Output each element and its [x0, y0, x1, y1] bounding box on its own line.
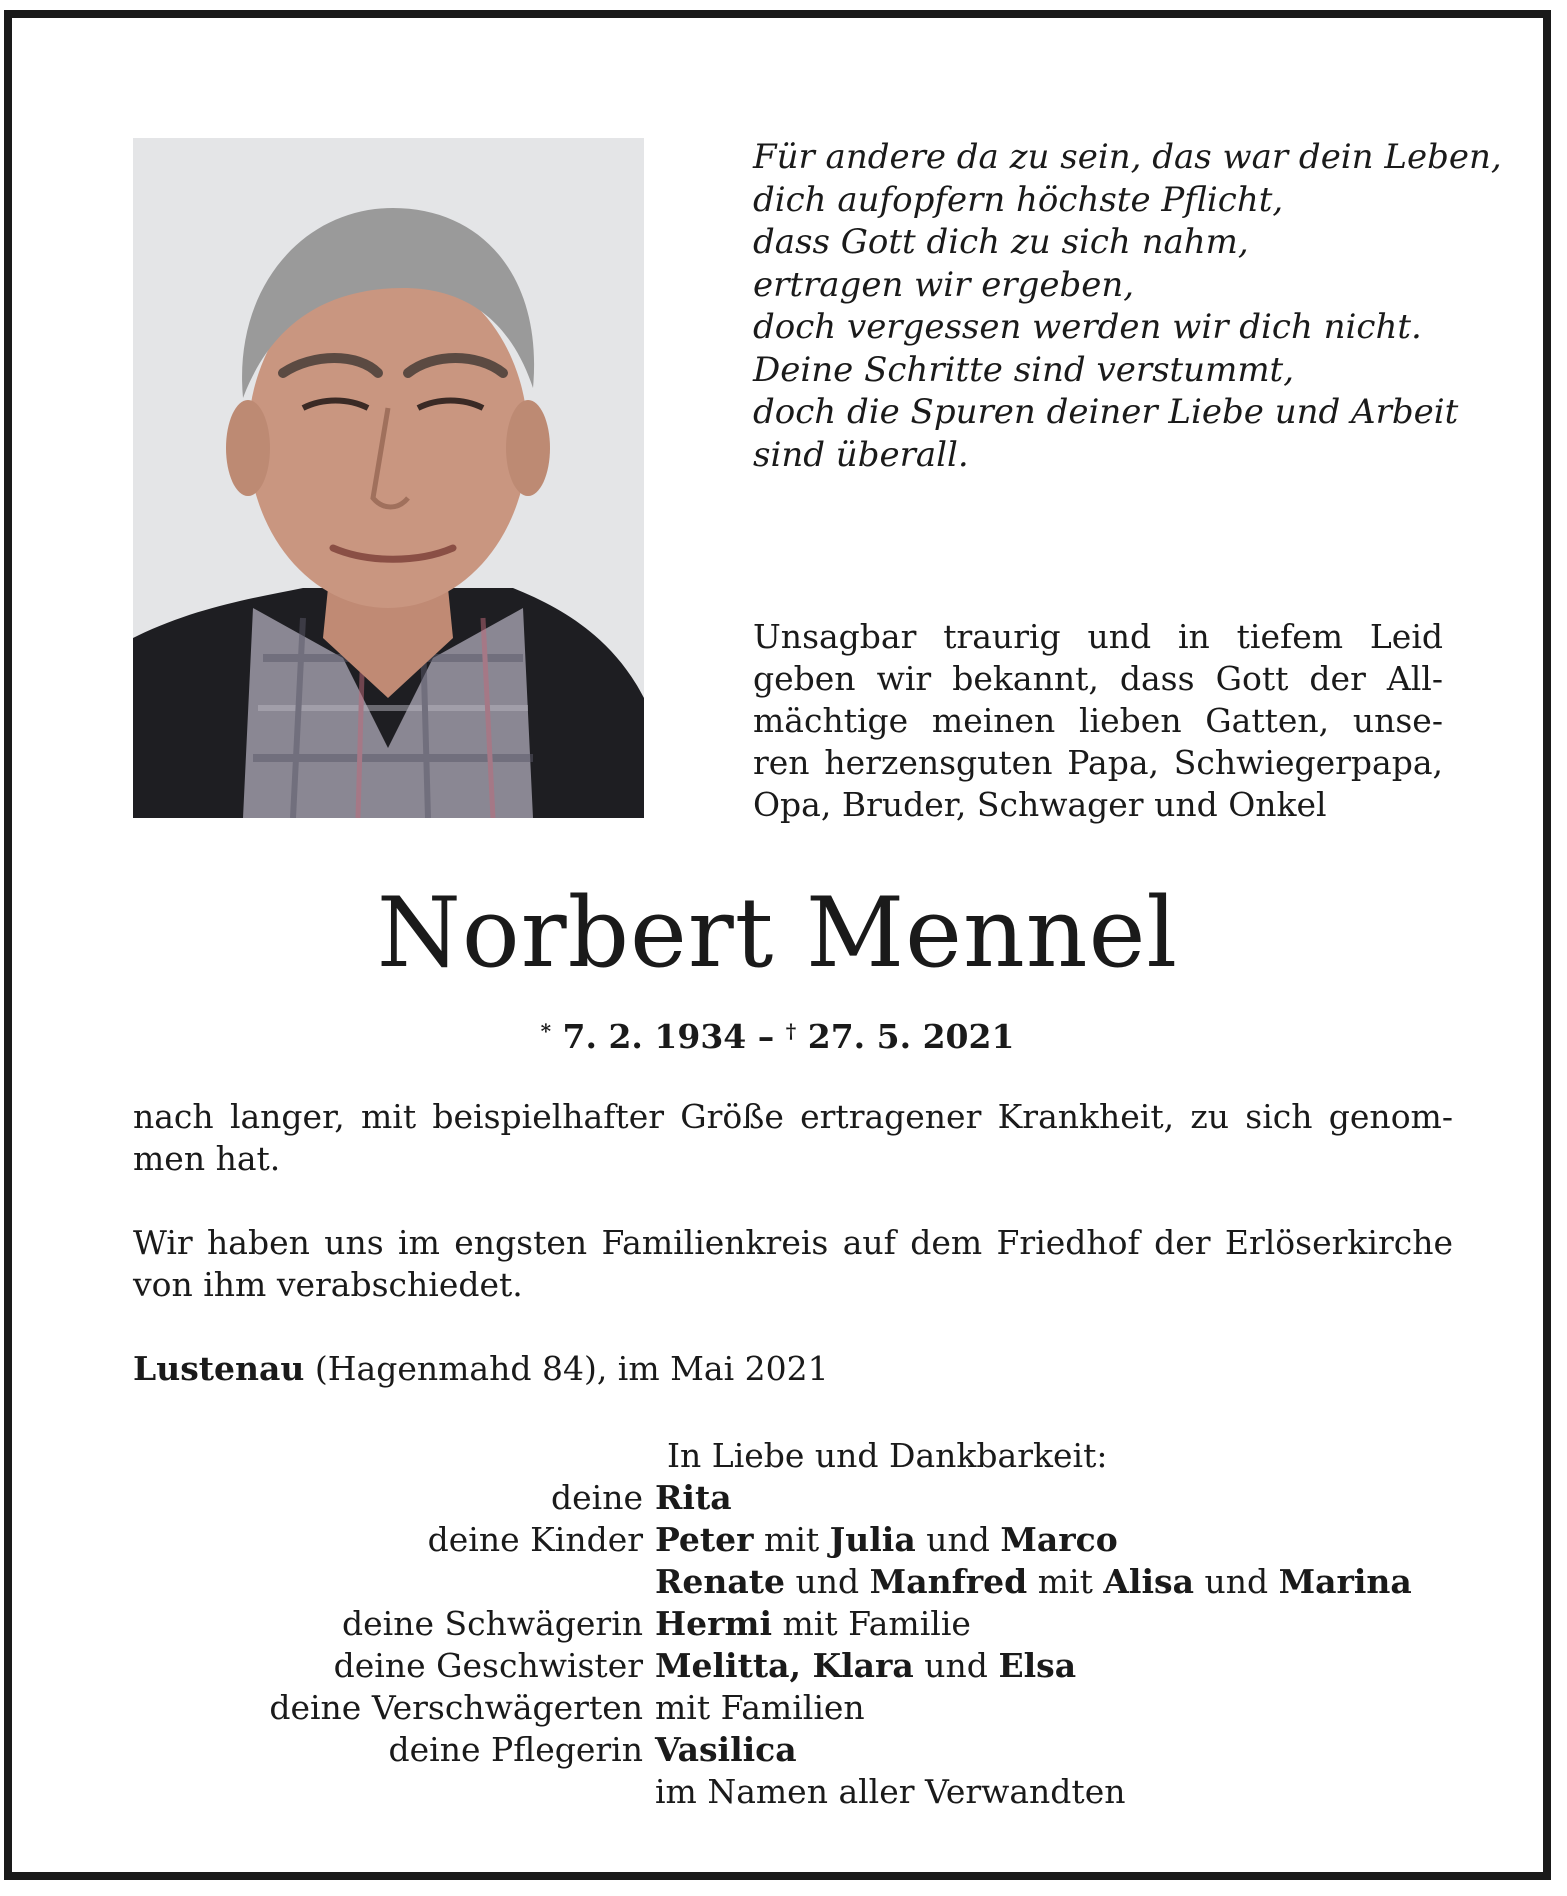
poem-line: sind überall. [753, 434, 969, 475]
mourner-relation: deine Kinder [427, 1520, 643, 1559]
mourner-names [655, 1603, 1513, 1645]
mourner-relation: deine Geschwister [333, 1646, 643, 1685]
life-dates [12, 1011, 1543, 1057]
mourner-connector: mit Familien [655, 1688, 865, 1727]
mourner-row [133, 1561, 1513, 1603]
death-symbol: † [785, 1019, 797, 1043]
poem-line: dich aufopfern höchste Pflicht, [753, 179, 1284, 220]
mourners-list [133, 1477, 1513, 1813]
mourner-connector: und [913, 1646, 999, 1685]
poem-line: Deine Schritte sind verstummt, [753, 349, 1295, 390]
mourner-name: Melitta, Klara [655, 1646, 914, 1685]
mourner-row [133, 1771, 1513, 1813]
poem-line: dass Gott dich zu sich nahm, [753, 222, 1249, 262]
mourner-name: Renate [655, 1562, 786, 1601]
mourner-row [133, 1603, 1513, 1645]
mourner-relation [133, 1561, 655, 1603]
mourner-names [655, 1477, 1513, 1519]
mourner-names [655, 1771, 1513, 1813]
poem-line: doch die Spuren deiner Liebe und Arbeit [753, 392, 1459, 432]
mourner-names [655, 1561, 1513, 1603]
mourner-relation: deine Schwägerin [342, 1604, 643, 1643]
mourner-row [133, 1477, 1513, 1519]
place-and-date [133, 1348, 829, 1390]
mourner-connector: im Namen aller Verwandten [655, 1772, 1126, 1811]
mourner-names [655, 1645, 1513, 1687]
deceased-name: Norbert Mennel [376, 877, 1179, 989]
poem-line: doch vergessen werden wir dich nicht. [753, 307, 1422, 347]
mourner-names [655, 1519, 1513, 1561]
portrait-illustration [133, 138, 644, 818]
mourner-relation [133, 1771, 655, 1813]
mourner-row [133, 1687, 1513, 1729]
mourner-connector: und [915, 1520, 1001, 1559]
mourner-name: Marco [1000, 1520, 1118, 1559]
mourner-names [655, 1729, 1513, 1771]
portrait-photo [133, 138, 644, 818]
mourner-name: Vasilica [655, 1730, 797, 1769]
mourner-relation: deine Verschwägerten [269, 1688, 643, 1727]
mourner-row [133, 1729, 1513, 1771]
memorial-poem [753, 136, 1502, 476]
paragraph-illness: nach langer, mit beispielhafter Größe ertragener Krankheit, zu sich genom-men hat. [133, 1097, 1453, 1178]
poem-line: Für andere da zu sein, das war dein Leben, [753, 137, 1502, 177]
mourner-connector: mit Familie [772, 1604, 971, 1643]
announcement-intro: Unsagbar traurig und in tiefem Leid geben wir bekannt, dass Gott der All-mächtige meinen lieben Gatten, unse-ren herzensguten Papa, Schwiegerpapa, Opa, Bruder, Schwager und Onkel [753, 617, 1443, 824]
mourner-name: Marina [1278, 1562, 1412, 1601]
date-separator: – [757, 1017, 775, 1056]
closing-greeting: In Liebe und Dankbarkeit: [667, 1436, 1108, 1475]
death-date: 27. 5. 2021 [807, 1017, 1015, 1056]
mourner-connector: und [785, 1562, 870, 1601]
mourner-row [133, 1645, 1513, 1687]
obituary-notice [4, 10, 1551, 1880]
mourner-relation: deine Pflegerin [388, 1730, 643, 1769]
town: Lustenau [133, 1349, 305, 1388]
mourner-row [133, 1519, 1513, 1561]
birth-symbol: * [540, 1019, 552, 1043]
poem-line: ertragen wir ergeben, [753, 264, 1135, 305]
mourner-connector: mit [753, 1520, 830, 1559]
birth-date: 7. 2. 1934 [562, 1017, 747, 1056]
mourner-name: Julia [829, 1520, 916, 1559]
mourner-connector: mit [1027, 1562, 1104, 1601]
paragraph-funeral: Wir haben uns im engsten Familienkreis auf dem Friedhof der Erlöserkirche von ihm verabschiedet. [133, 1223, 1453, 1304]
mourner-name: Elsa [998, 1646, 1077, 1685]
mourner-relation: deine [551, 1478, 643, 1517]
mourner-connector: und [1193, 1562, 1279, 1601]
mourner-name: Alisa [1103, 1562, 1194, 1601]
address-date: (Hagenmahd 84), im Mai 2021 [304, 1349, 829, 1388]
mourner-names [655, 1687, 1513, 1729]
mourner-name: Peter [655, 1520, 754, 1559]
mourner-name: Manfred [869, 1562, 1028, 1601]
mourner-name: Rita [655, 1478, 732, 1517]
mourner-name: Hermi [655, 1604, 773, 1643]
